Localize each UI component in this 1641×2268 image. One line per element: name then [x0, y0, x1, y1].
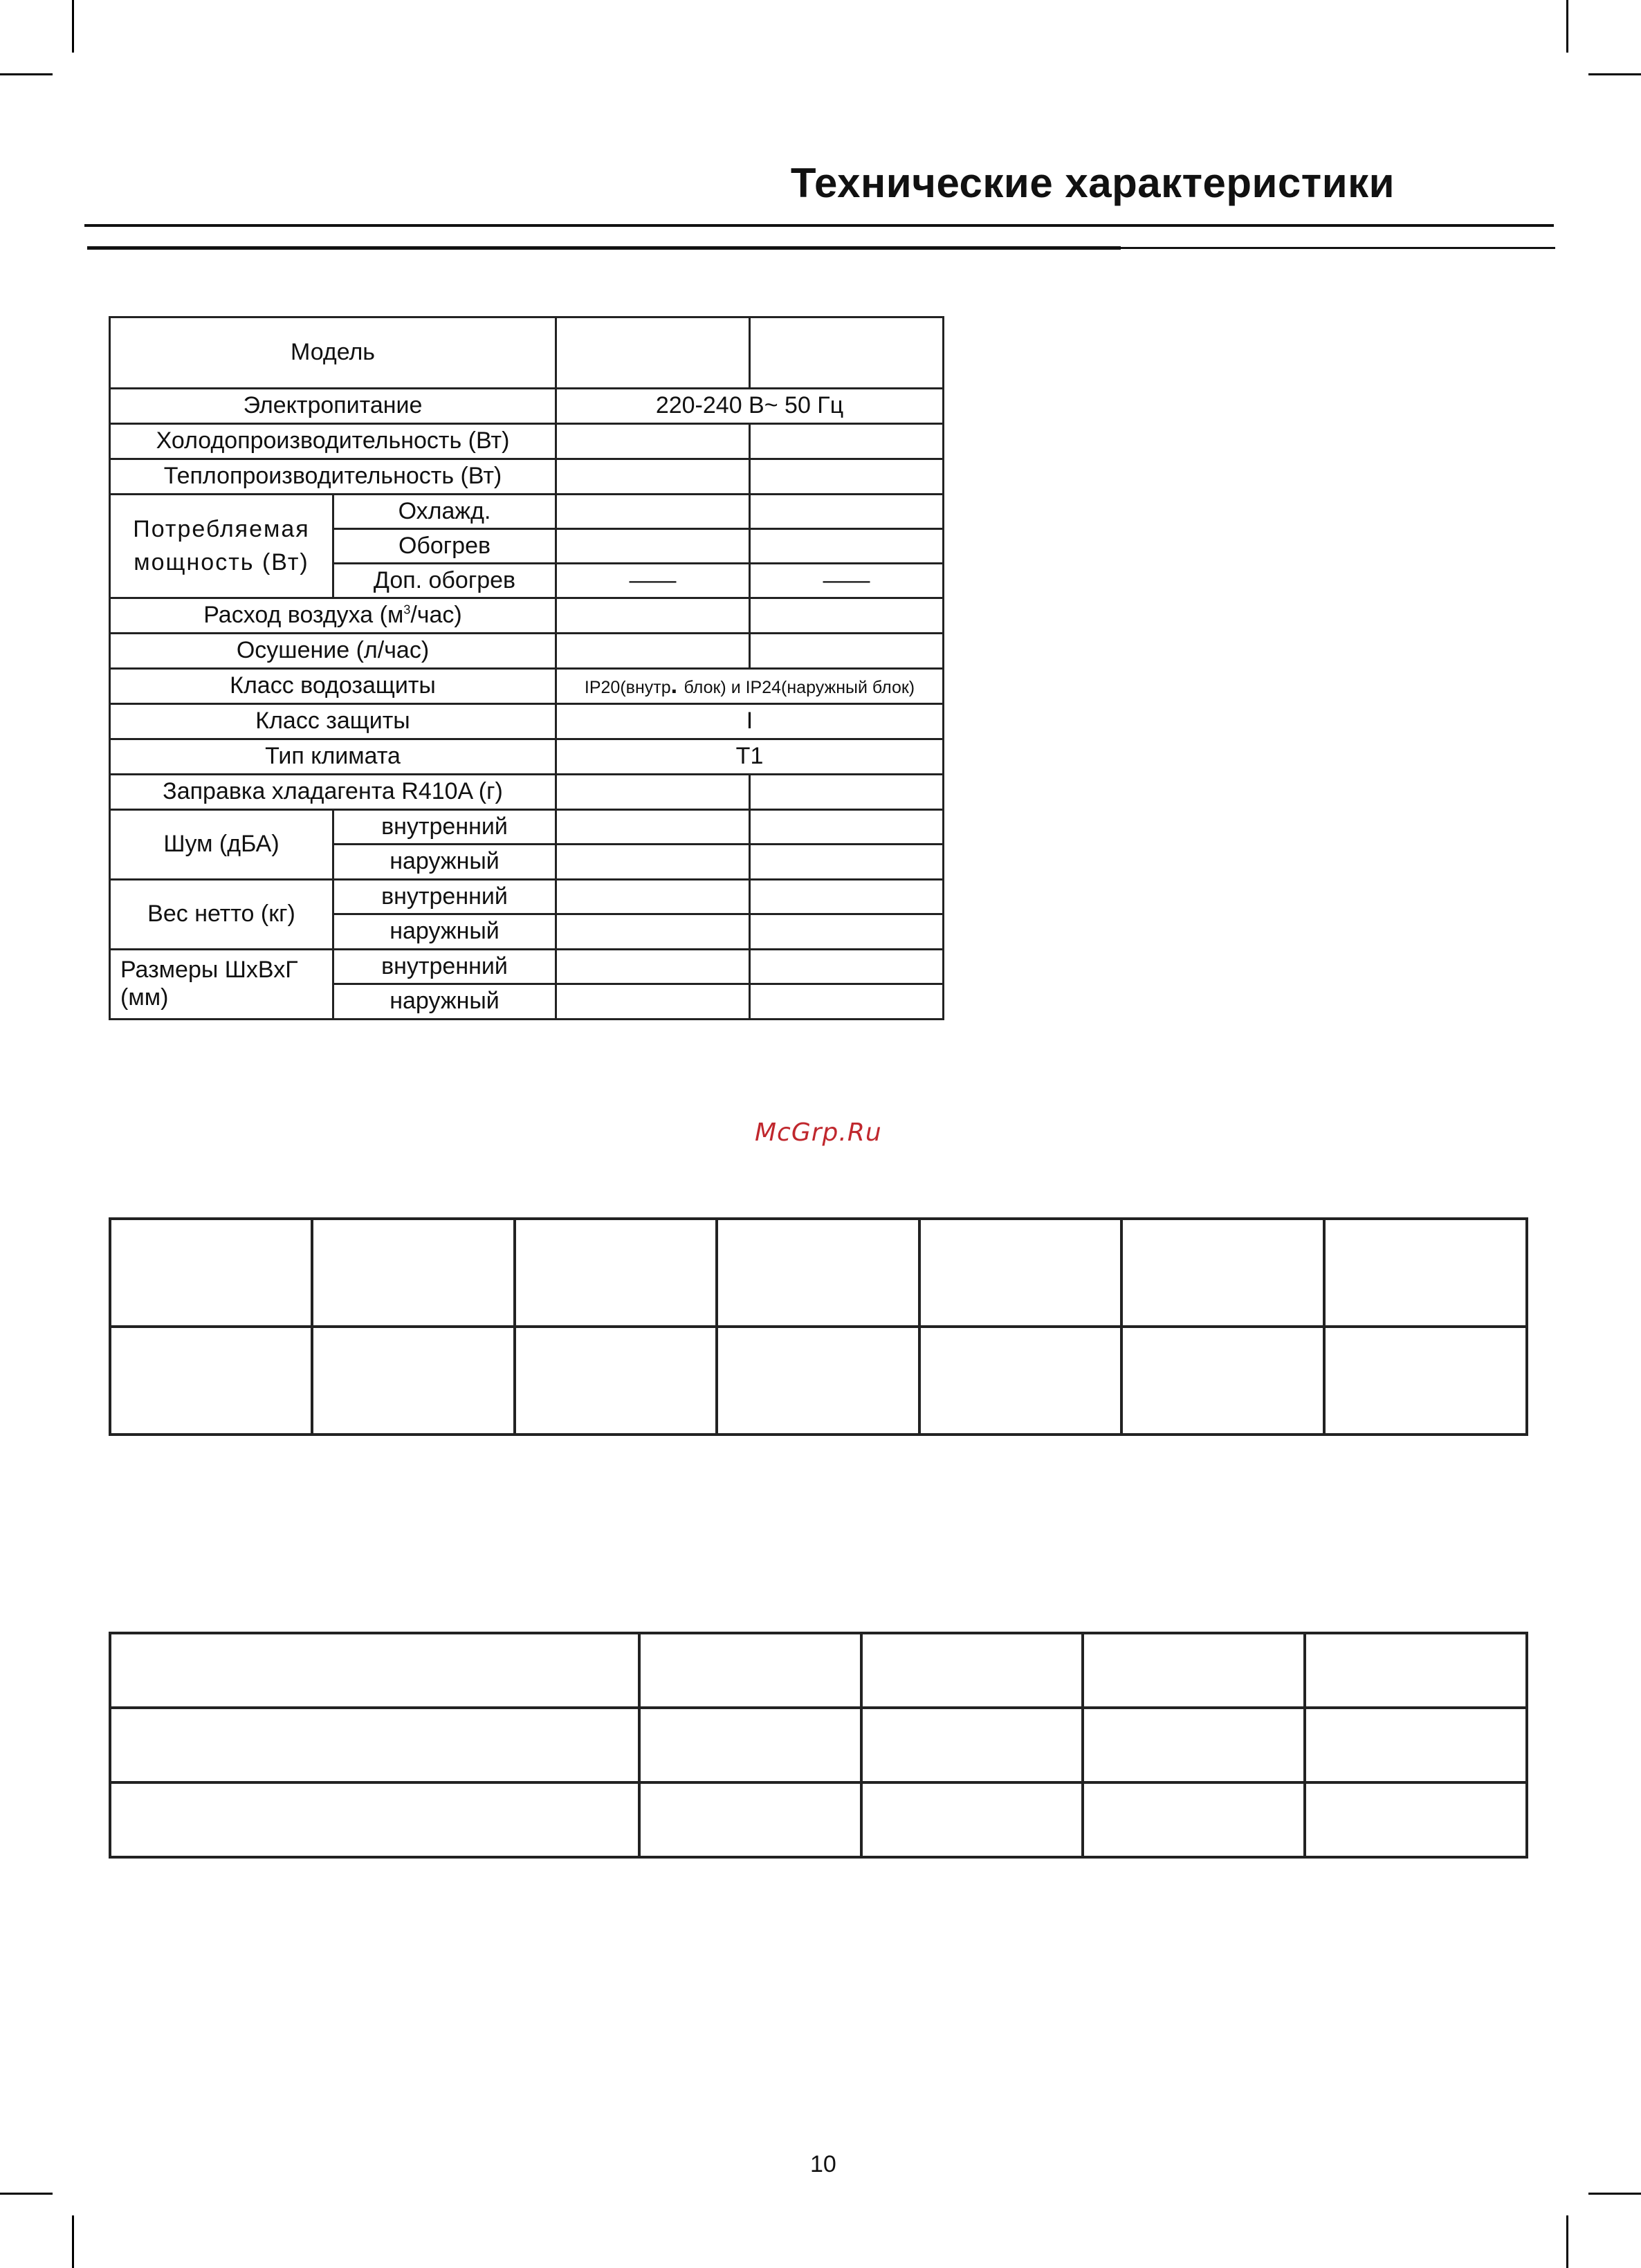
table-row [110, 424, 944, 459]
value-cell [556, 810, 750, 845]
value-cell [750, 634, 944, 669]
value-cell [750, 598, 944, 634]
cooling-capacity-label: Холодопроизводительность (Вт) [110, 424, 556, 459]
grid-cell [639, 1708, 861, 1782]
airflow-label-sup: 3 [403, 602, 411, 617]
crop-mark [1588, 2193, 1641, 2195]
grid-cell [717, 1219, 919, 1327]
value-cell: —— [556, 564, 750, 598]
dehumidification-label: Осушение (л/час) [110, 634, 556, 669]
header-rule-bottom [87, 246, 1121, 250]
grid-cell [861, 1708, 1083, 1782]
empty-grid-table-1 [109, 1217, 1528, 1436]
value-cell [750, 317, 944, 389]
header-rule-top [84, 224, 1554, 227]
value-cell [556, 598, 750, 634]
value-cell: —— [750, 564, 944, 598]
grid-cell [110, 1633, 639, 1708]
protection-class-value: I [556, 704, 944, 739]
value-cell [556, 529, 750, 564]
header-rule-bottom-thin [1121, 247, 1555, 249]
airflow-label [110, 598, 556, 634]
grid-cell [919, 1219, 1121, 1327]
value-cell [750, 424, 944, 459]
water-protection-label: Класс водозащиты [110, 669, 556, 704]
grid-cell [1324, 1219, 1527, 1327]
value-cell [750, 495, 944, 529]
water-protection-value-c: блок) и IP24(наружный блок) [684, 678, 915, 698]
grid-cell [515, 1327, 717, 1435]
refrigerant-label: Заправка хладагента R410A (г) [110, 775, 556, 810]
dimensions-indoor-label: внутренний [333, 950, 556, 984]
table-row [110, 810, 944, 845]
dimensions-label-line1: Размеры ШхВхГ [120, 957, 298, 984]
page-number: 10 [810, 2151, 836, 2177]
crop-mark [0, 73, 53, 75]
value-cell [556, 914, 750, 950]
power-supply-value: 220-240 В~ 50 Гц [556, 389, 944, 424]
climate-type-value: T1 [556, 739, 944, 775]
value-cell [750, 459, 944, 495]
water-protection-value-a: IP20(внутр [584, 678, 671, 698]
grid-cell [1083, 1782, 1305, 1857]
table-row [110, 598, 944, 634]
dimensions-label-line2: (мм) [120, 984, 169, 1011]
model-label-cell [110, 317, 556, 389]
value-cell [556, 495, 750, 529]
value-cell [556, 459, 750, 495]
value-cell [556, 950, 750, 984]
grid-cell [110, 1708, 639, 1782]
power-consumption-label [110, 495, 333, 598]
table-row [110, 459, 944, 495]
value-cell [750, 775, 944, 810]
noise-outdoor-label: наружный [333, 845, 556, 880]
water-protection-value-dot: . [670, 672, 684, 699]
table-row [110, 317, 944, 389]
heating-power-label: Обогрев [333, 529, 556, 564]
weight-indoor-label: внутренний [333, 880, 556, 914]
grid-cell [110, 1782, 639, 1857]
grid-cell [110, 1219, 312, 1327]
grid-cell [861, 1782, 1083, 1857]
dimensions-outdoor-label: наружный [333, 984, 556, 1020]
airflow-label-text: Расход воздуха (м [203, 602, 404, 629]
table-row [110, 950, 944, 984]
grid-cell [515, 1219, 717, 1327]
page-title: Технические характеристики [790, 160, 1395, 206]
heating-capacity-label: Теплопроизводительность (Вт) [110, 459, 556, 495]
table-row [110, 1327, 1527, 1435]
cooling-power-label: Охлажд. [333, 495, 556, 529]
table-row [110, 1782, 1527, 1857]
grid-cell [312, 1219, 515, 1327]
value-cell [556, 880, 750, 914]
extra-heating-label: Доп. обогрев [333, 564, 556, 598]
table-row [110, 669, 944, 704]
value-cell [556, 317, 750, 389]
table-row [110, 880, 944, 914]
grid-cell [639, 1633, 861, 1708]
table-row [110, 1708, 1527, 1782]
grid-cell [1324, 1327, 1527, 1435]
grid-cell [1121, 1219, 1324, 1327]
table-row [110, 634, 944, 669]
protection-class-label: Класс защиты [110, 704, 556, 739]
net-weight-label: Вес нетто (кг) [110, 880, 333, 950]
water-protection-value [556, 669, 944, 704]
grid-cell [861, 1633, 1083, 1708]
spec-table [109, 316, 944, 1020]
grid-cell [312, 1327, 515, 1435]
crop-mark [1588, 73, 1641, 75]
table-row [110, 704, 944, 739]
grid-cell [1305, 1782, 1527, 1857]
noise-label: Шум (дБА) [110, 810, 333, 880]
grid-cell [110, 1327, 312, 1435]
value-cell [556, 775, 750, 810]
value-cell [750, 880, 944, 914]
grid-cell [639, 1782, 861, 1857]
model-label: Модель [290, 339, 376, 366]
crop-mark [0, 2193, 53, 2195]
value-cell [750, 984, 944, 1020]
table-row [110, 1219, 1527, 1327]
grid-cell [1083, 1708, 1305, 1782]
climate-type-label: Тип климата [110, 739, 556, 775]
value-cell [556, 634, 750, 669]
crop-mark [72, 0, 74, 53]
value-cell [556, 984, 750, 1020]
value-cell [750, 529, 944, 564]
table-row [110, 739, 944, 775]
grid-cell [1121, 1327, 1324, 1435]
grid-cell [919, 1327, 1121, 1435]
airflow-label-suffix: /час) [410, 602, 462, 629]
grid-cell [1305, 1633, 1527, 1708]
table-row [110, 1633, 1527, 1708]
dimensions-label [110, 950, 333, 1020]
grid-cell [717, 1327, 919, 1435]
value-cell [750, 845, 944, 880]
empty-grid-table-2 [109, 1632, 1528, 1859]
table-row [110, 495, 944, 529]
grid-cell [1083, 1633, 1305, 1708]
value-cell [556, 845, 750, 880]
value-cell [750, 914, 944, 950]
crop-mark [72, 2215, 74, 2268]
table-row [110, 775, 944, 810]
table-row [110, 389, 944, 424]
power-consumption-label-line2: мощность (Вт) [134, 548, 309, 575]
watermark: McGrp.Ru [755, 1118, 882, 1147]
power-supply-label: Электропитание [110, 389, 556, 424]
power-consumption-label-line1: Потребляемая [133, 515, 310, 542]
value-cell [750, 810, 944, 845]
weight-outdoor-label: наружный [333, 914, 556, 950]
value-cell [556, 424, 750, 459]
crop-mark [1566, 2215, 1568, 2268]
crop-mark [1566, 0, 1568, 53]
noise-indoor-label: внутренний [333, 810, 556, 845]
grid-cell [1305, 1708, 1527, 1782]
value-cell [750, 950, 944, 984]
